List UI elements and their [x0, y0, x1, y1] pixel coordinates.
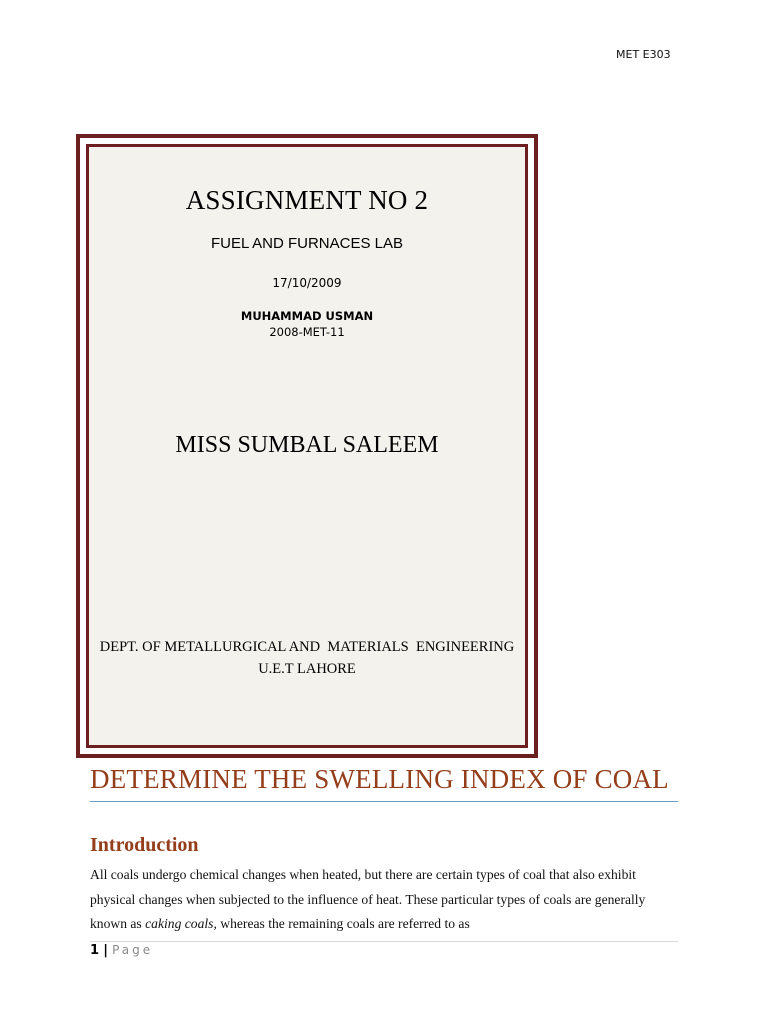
university-name: U.E.T LAHORE [258, 661, 356, 677]
page-number: 1 [90, 943, 100, 958]
lab-name: FUEL AND FURNACES LAB [211, 235, 403, 252]
footer-divider [90, 941, 678, 942]
student-name: MUHAMMAD USMAN [240, 309, 374, 323]
introduction-paragraph [90, 863, 682, 937]
roll-number: 2008-MET-11 [269, 325, 345, 339]
assignment-title: ASSIGNMENT NO 2 [185, 185, 429, 215]
introduction-heading: Introduction [90, 834, 199, 856]
paragraph-text-2: whereas the remaining coals are referred to as [216, 916, 470, 931]
page-separator: | [103, 943, 108, 958]
cover-inner-frame [86, 144, 528, 748]
page-label: Page [112, 943, 154, 957]
assignment-date: 17/10/2009 [272, 276, 342, 290]
teacher-name: MISS SUMBAL SALEEM [175, 432, 439, 458]
department-name: DEPT. OF METALLURGICAL AND MATERIALS ENGINEERING [99, 639, 515, 655]
heading-underline [90, 801, 678, 802]
course-code: MET E303 [616, 48, 671, 61]
cover-box [76, 134, 538, 758]
paragraph-text-1: All coals undergo chemical changes when heated, but there are certain types of coal that also exhibit physical changes when subjected to the influence of heat. These particular types of coals are generally known as [90, 867, 646, 931]
page-footer [90, 943, 153, 958]
paragraph-italic-term: caking coals, [145, 916, 217, 931]
section-heading: DETERMINE THE SWELLING INDEX OF COAL [90, 764, 669, 794]
